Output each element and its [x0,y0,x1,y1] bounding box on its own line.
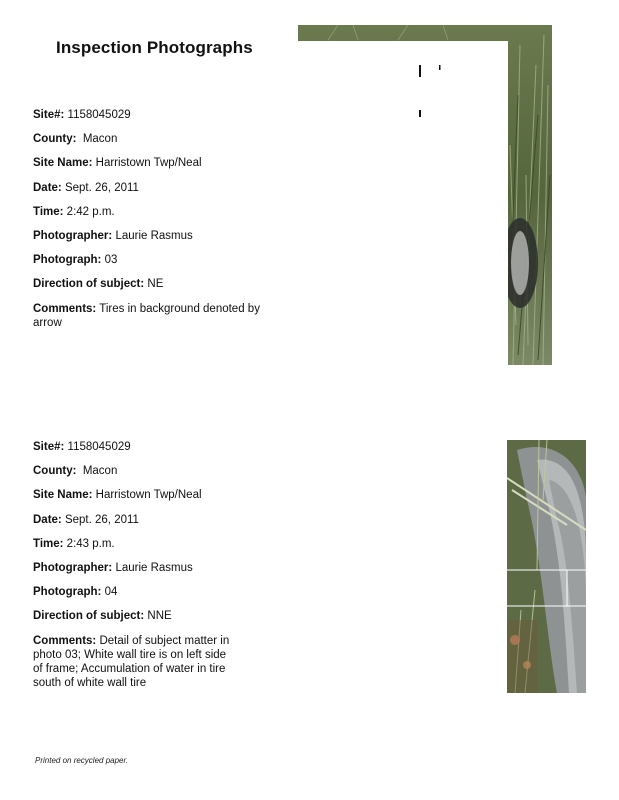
photograph-label: Photograph: [33,586,102,599]
page-title: Inspection Photographs [56,38,253,57]
comments-value: Detail of subject matter in photo 03; White wall tire is on left side of frame; Accumulation of water in tire south of white wall tire [33,634,230,689]
photograph-label: Photograph: [33,254,102,267]
inspection-photo-2 [507,440,586,693]
site-name-row [33,156,283,180]
photographer-value: Laurie Rasmus [115,229,193,242]
photograph-value: 04 [104,586,118,599]
site-label: Site#: [33,109,65,121]
county-label: County: [33,465,77,478]
time-row [33,537,283,561]
county-value: Macon [82,465,118,478]
inspection-record-2 [33,440,283,690]
comments-label: Comments: [33,634,97,647]
time-label: Time: [33,537,64,550]
date-value: Sept. 26, 2011 [64,513,139,526]
photographer-label: Photographer: [33,561,113,574]
direction-value: NE [147,278,164,291]
direction-label: Direction of subject: [33,610,145,623]
site-value: 1158045029 [67,109,131,121]
time-value: 2:42 p.m. [66,205,115,218]
time-label: Time: [33,205,64,218]
photographer-row [33,561,283,585]
site-row [33,440,283,464]
site-name-value: Harristown Twp/Neal [95,157,202,170]
county-row [33,132,283,156]
county-row [33,464,283,488]
photograph-row [33,253,283,277]
site-name-value: Harristown Twp/Neal [95,489,202,502]
photo-1-image [298,25,552,365]
date-row [33,513,283,537]
inspection-photo-1 [298,25,552,365]
site-row [33,108,283,132]
comments-row [33,302,283,330]
date-label: Date: [33,181,62,194]
time-row [33,205,283,229]
site-name-row [33,488,283,512]
date-value: Sept. 26, 2011 [64,181,139,194]
comments-label: Comments: [33,302,97,315]
county-label: County: [33,133,77,146]
site-name-label: Site Name: [33,489,93,502]
time-value: 2:43 p.m. [66,537,115,550]
site-value: 1158045029 [67,441,131,453]
site-name-label: Site Name: [33,157,93,170]
date-row [33,181,283,205]
inspection-record-1 [33,108,283,330]
photo-2-image [507,440,586,693]
photograph-row [33,585,283,609]
comments-value: Tires in background denoted by arrow [33,302,260,329]
direction-row [33,277,283,301]
photographer-label: Photographer: [33,229,113,242]
direction-label: Direction of subject: [33,278,145,291]
date-label: Date: [33,513,62,526]
direction-value: NNE [147,610,172,623]
site-label: Site#: [33,441,65,453]
recycled-paper-note: Printed on recycled paper. [35,756,129,765]
comments-row [33,634,233,690]
photograph-value: 03 [104,254,118,267]
direction-row [33,609,283,633]
photographer-row [33,229,283,253]
county-value: Macon [82,133,118,146]
photographer-value: Laurie Rasmus [115,561,193,574]
